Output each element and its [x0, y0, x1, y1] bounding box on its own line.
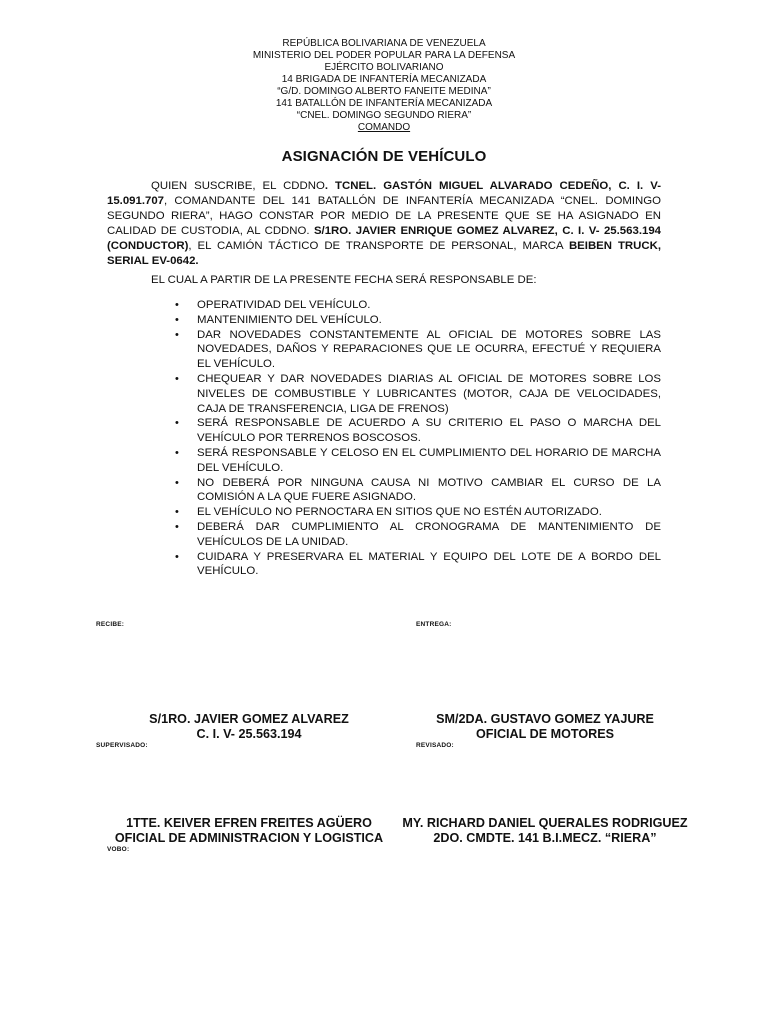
list-item-text: NO DEBERÁ POR NINGUNA CAUSA NI MOTIVO CAMBIAR EL CURSO DE LA COMISIÓN A LA QUE FUERE ASIGNADO. [197, 476, 661, 504]
signature-detail: OFICIAL DE MOTORES [475, 727, 615, 741]
responsibilities-intro: EL CUAL A PARTIR DE LA PRESENTE FECHA SERÁ RESPONSABLE DE: [151, 274, 537, 286]
bullet-icon: • [175, 520, 179, 533]
list-item [175, 372, 661, 416]
paragraph-text: , EL CAMIÓN TÁCTICO DE TRANSPORTE DE PERSONAL, MARCA [188, 240, 569, 252]
paragraph-bold-driver: S/1RO. JAVIER ENRIQUE GOMEZ ALVAREZ, C. I. V- 25.563.194 (CONDUCTOR) [107, 225, 661, 252]
letterhead [0, 38, 768, 134]
responsibilities-list [175, 298, 661, 579]
bullet-icon: • [175, 328, 179, 341]
list-item-text: SERÁ RESPONSABLE Y CELOSO EN EL CUMPLIMIENTO DEL HORARIO DE MARCHA DEL VEHÍCULO. [197, 446, 661, 474]
letterhead-line: 141 BATALLÓN DE INFANTERÍA MECANIZADA [275, 98, 493, 109]
letterhead-line: REPÚBLICA BOLIVARIANA DE VENEZUELA [282, 38, 486, 49]
signature-block-revisado [385, 816, 705, 846]
paragraph-text: , COMANDANTE DEL 141 BATALLÓN DE INFANTERÍA MECANIZADA “CNEL. DOMINGO SEGUNDO RIERA”, HAGO CONSTAR POR MEDIO DE LA PRESENTE QUE SE HA ASIGNADO EN CALIDAD DE CUSTODIA, AL CDDNO. [107, 195, 661, 237]
bullet-icon: • [175, 299, 179, 311]
list-item-text: DAR NOVEDADES CONSTANTEMENTE AL OFICIAL DE MOTORES SOBRE LAS NOVEDADES, DAÑOS Y REPARACIONES QUE LE OCURRA, EFECTUÉ Y REQUIERA EL VEHÍCULO. [197, 328, 661, 371]
bullet-icon: • [175, 476, 179, 489]
bullet-icon: • [175, 550, 179, 563]
list-item-text: SERÁ RESPONSABLE DE ACUERDO A SU CRITERIO EL PASO O MARCHA DEL VEHÍCULO POR TERRENOS BOSCOSOS. [197, 417, 661, 445]
list-item-text: CHEQUEAR Y DAR NOVEDADES DIARIAS AL OFICIAL DE MOTORES SOBRE LOS NIVELES DE COMBUSTIBLE Y LUBRICANTES (MOTOR, CAJA DE VELOCIDADES, CAJA DE TRANSFERENCIA, LIGA DE FRENOS) [197, 372, 661, 415]
signature-block-recibe [89, 712, 409, 742]
signature-name: MY. RICHARD DANIEL QUERALES RODRIGUEZ [402, 816, 688, 830]
paragraph-bold-vehicle: BEIBEN TRUCK, SERIAL EV-0642. [107, 240, 661, 267]
list-item-text: OPERATIVIDAD DEL VEHÍCULO. [197, 299, 371, 311]
list-item [175, 520, 661, 550]
paragraph-text: QUIEN SUSCRIBE, EL CDDNO [151, 180, 325, 192]
list-item [175, 550, 661, 580]
list-item-text: CUIDARA Y PRESERVARA EL MATERIAL Y EQUIPO DEL LOTE DE A BORDO DEL VEHÍCULO. [197, 550, 661, 578]
bullet-icon: • [175, 506, 179, 519]
signature-block-supervisado [89, 816, 409, 846]
signature-name: S/1RO. JAVIER GOMEZ ALVAREZ [149, 712, 349, 726]
signature-name: 1TTE. KEIVER EFREN FREITES AGÜERO [126, 816, 372, 830]
bullet-icon: • [175, 446, 179, 459]
list-item [175, 446, 661, 476]
assignment-paragraph [107, 179, 661, 269]
letterhead-line: “G/D. DOMINGO ALBERTO FANEITE MEDINA” [277, 86, 491, 97]
signature-detail: OFICIAL DE ADMINISTRACION Y LOGISTICA [114, 831, 384, 845]
bullet-icon: • [175, 417, 179, 430]
list-item [175, 505, 661, 520]
label-entrega: ENTREGA: [416, 621, 452, 628]
letterhead-line: MINISTERIO DEL PODER POPULAR PARA LA DEFENSA [252, 50, 516, 61]
signature-detail: 2DO. CMDTE. 141 B.I.MECZ. “RIERA” [433, 831, 657, 845]
paragraph-bold-commander: . TCNEL. GASTÓN MIGUEL ALVARADO CEDEÑO, C. I. V-15.091.707 [107, 180, 661, 207]
list-item-text: EL VEHÍCULO NO PERNOCTARA EN SITIOS QUE NO ESTÉN AUTORIZADO. [197, 506, 602, 519]
label-vobo: VOBO: [107, 846, 130, 853]
label-revisado: REVISADO: [416, 742, 454, 749]
signature-name: SM/2DA. GUSTAVO GOMEZ YAJURE [436, 712, 654, 726]
list-item [175, 313, 661, 328]
letterhead-line: 14 BRIGADA DE INFANTERÍA MECANIZADA [281, 74, 487, 85]
list-item [175, 298, 661, 313]
letterhead-command: COMANDO [357, 122, 411, 133]
list-item-text: DEBERÁ DAR CUMPLIMIENTO AL CRONOGRAMA DE MANTENIMIENTO DE VEHÍCULOS DE LA UNIDAD. [197, 520, 661, 548]
list-item [175, 328, 661, 372]
list-item [175, 476, 661, 506]
signature-detail: C. I. V- 25.563.194 [196, 727, 302, 741]
label-recibe: RECIBE: [96, 621, 125, 628]
list-item [175, 416, 661, 446]
list-item-text: MANTENIMIENTO DEL VEHÍCULO. [197, 313, 382, 326]
letterhead-line: EJÉRCITO BOLIVARIANO [324, 62, 444, 73]
letterhead-line: “CNEL. DOMINGO SEGUNDO RIERA” [296, 110, 472, 121]
signature-block-entrega [385, 712, 705, 742]
label-supervisado: SUPERVISADO: [96, 742, 148, 749]
bullet-icon: • [175, 372, 179, 385]
bullet-icon: • [175, 313, 179, 326]
document-title: ASIGNACIÓN DE VEHÍCULO [281, 148, 487, 165]
